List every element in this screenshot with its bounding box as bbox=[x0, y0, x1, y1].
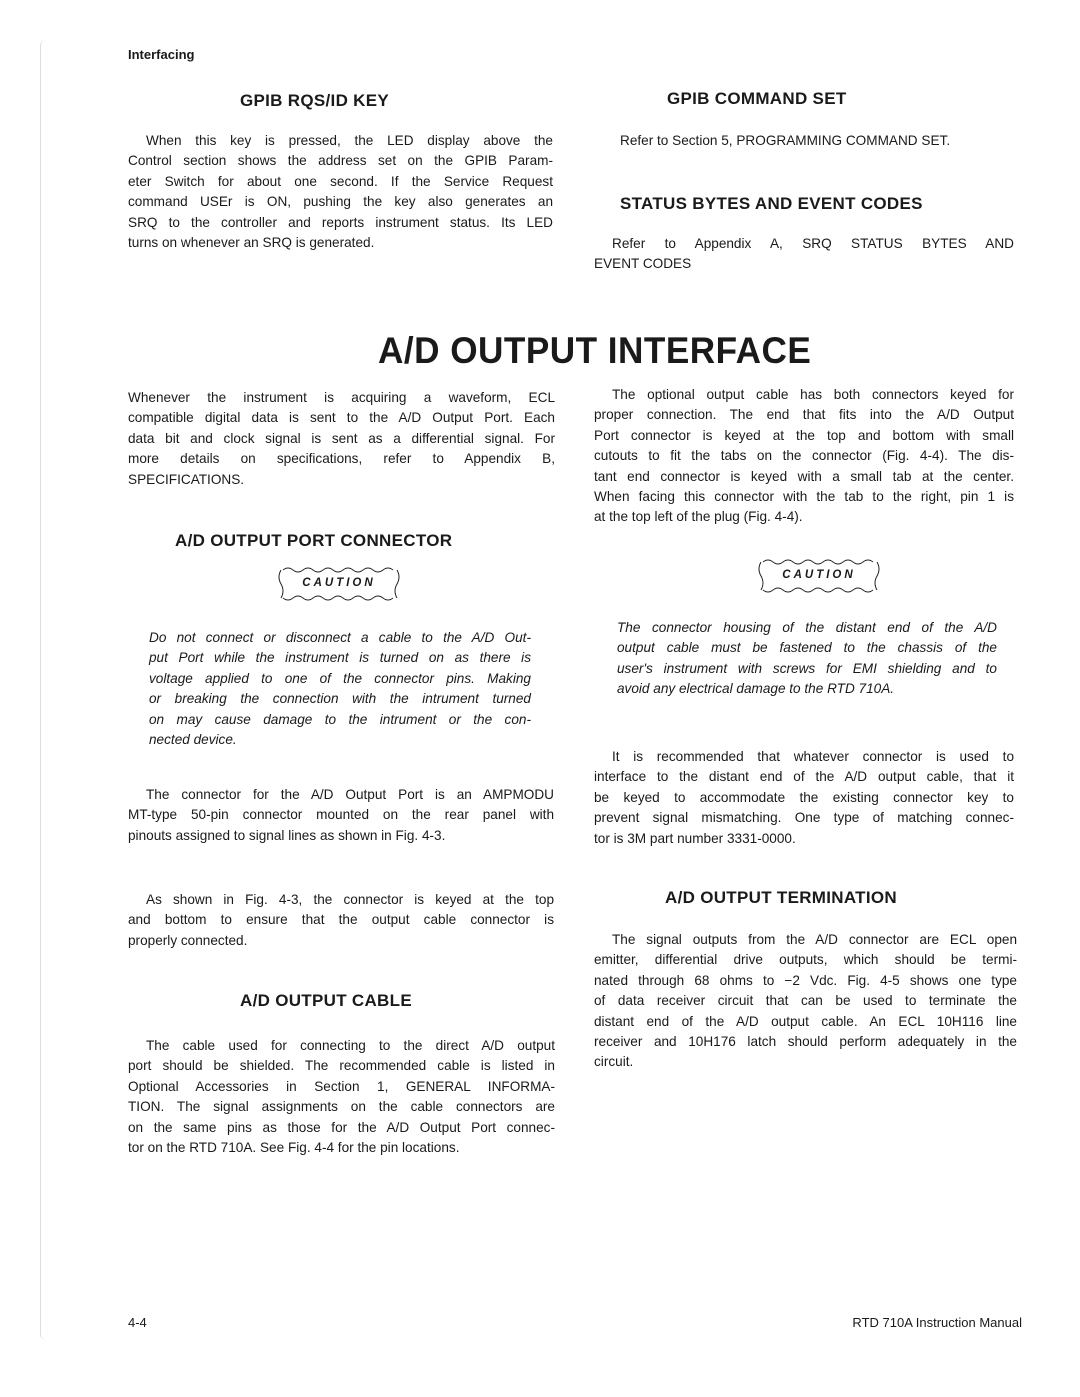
text-line: data bit and clock signal is sent as a differential signal. For bbox=[128, 430, 555, 446]
text-line: command USEr is ON, pushing the key also generates an bbox=[128, 194, 553, 210]
text-line: emitter, differential drive outputs, which should be termi- bbox=[594, 952, 1017, 968]
caution-badge-right bbox=[757, 558, 881, 594]
text-line: voltage applied to one of the connector pins. Making bbox=[149, 670, 531, 686]
text-line: properly connected. bbox=[128, 932, 248, 948]
text-line: receiver and 10H176 latch should perform adequately in the bbox=[594, 1034, 1017, 1050]
text-line: The optional output cable has both connectors keyed for bbox=[612, 387, 1014, 402]
text-line: Do not connect or disconnect a cable to the A/D Out- bbox=[149, 630, 531, 645]
para-termination bbox=[594, 930, 1017, 1073]
text-line: on may cause damage to the intrument or the con- bbox=[149, 711, 531, 727]
text-line: Refer to Appendix A, SRQ STATUS BYTES AND bbox=[612, 236, 1014, 251]
text-line: interface to the distant end of the A/D output cable, that it bbox=[594, 769, 1014, 785]
text-line: and bottom to ensure that the output cable connector is bbox=[128, 912, 554, 928]
text-line: put Port while the instrument is turned on as there is bbox=[149, 650, 531, 666]
text-line: on the same pins as those for the A/D Output Port connec- bbox=[128, 1119, 555, 1135]
para-gpib-command-set bbox=[620, 131, 950, 151]
text-line: compatible digital data is sent to the A/D Output Port. Each bbox=[128, 410, 555, 426]
text-line: As shown in Fig. 4-3, the connector is keyed at the top bbox=[146, 892, 554, 907]
text-line: eter Switch for about one second. If the Service Request bbox=[128, 173, 553, 189]
text-line: Whenever the instrument is acquiring a waveform, ECL bbox=[128, 390, 555, 405]
text-line: SRQ to the controller and reports instrument status. Its LED bbox=[128, 214, 553, 230]
text-line: Control section shows the address set on the GPIB Param- bbox=[128, 153, 553, 169]
text-line: be keyed to accommodate the existing connector key to bbox=[594, 789, 1014, 805]
text-line: tor on the RTD 710A. See Fig. 4-4 for the pin locations. bbox=[128, 1140, 460, 1156]
para-status-bytes bbox=[594, 234, 1014, 275]
heading-cable: A/D OUTPUT CABLE bbox=[240, 991, 412, 1010]
text-line: tor is 3M part number 3331-0000. bbox=[594, 830, 796, 846]
heading-status-bytes: STATUS BYTES AND EVENT CODES bbox=[620, 194, 923, 213]
page-title: A/D OUTPUT INTERFACE bbox=[378, 330, 812, 371]
heading-gpib-command-set: GPIB COMMAND SET bbox=[667, 89, 847, 108]
para-cable bbox=[128, 1036, 555, 1158]
text-line: When this key is pressed, the LED display above the bbox=[146, 133, 553, 148]
text-line: user's instrument with screws for EMI shielding and to bbox=[617, 660, 997, 676]
para-connector-left bbox=[128, 785, 554, 846]
para-intro-left bbox=[128, 388, 555, 490]
caution-label: CAUTION bbox=[782, 569, 856, 581]
text-line: EVENT CODES bbox=[594, 256, 692, 272]
text-line: cutouts to fit the tabs on the connector (Fig. 4-4). The dis- bbox=[594, 448, 1014, 464]
text-line: port should be shielded. The recommended cable is listed in bbox=[128, 1058, 555, 1074]
text-line: at the top left of the plug (Fig. 4-4). bbox=[594, 509, 803, 525]
text-line: turns on whenever an SRQ is generated. bbox=[128, 235, 375, 251]
text-line: output cable must be fastened to the chassis of the bbox=[617, 640, 997, 656]
text-line: When facing this connector with the tab to the right, pin 1 is bbox=[594, 489, 1014, 505]
text-line: or breaking the connection with the intrument turned bbox=[149, 691, 531, 707]
caution-label: CAUTION bbox=[302, 577, 376, 589]
text-line: nected device. bbox=[149, 732, 237, 748]
heading-termination: A/D OUTPUT TERMINATION bbox=[665, 888, 897, 907]
text-line: Optional Accessories in Section 1, GENERAL INFORMA- bbox=[128, 1078, 555, 1094]
text-line: It is recommended that whatever connector is used to bbox=[612, 749, 1014, 764]
text-line: more details on specifications, refer to Appendix B, bbox=[128, 451, 555, 467]
text-line: Port connector is keyed at the top and bottom with small bbox=[594, 427, 1014, 443]
text-line: The connector housing of the distant end of the A/D bbox=[617, 620, 997, 635]
text-line: avoid any electrical damage to the RTD 710A. bbox=[617, 681, 895, 697]
caution-text-right bbox=[617, 618, 997, 700]
caution-badge-left bbox=[277, 566, 401, 602]
text-line: MT-type 50-pin connector mounted on the rear panel with bbox=[128, 807, 554, 823]
text-line: prevent signal mismatching. One type of matching connec- bbox=[594, 810, 1014, 826]
binding-edge bbox=[40, 40, 63, 1340]
para-gpib-rqs bbox=[128, 131, 553, 253]
page-number: 4-4 bbox=[128, 1315, 147, 1330]
heading-gpib-rqs: GPIB RQS/ID KEY bbox=[240, 91, 390, 110]
text-line: proper connection. The end that fits into the A/D Output bbox=[594, 407, 1014, 423]
text-line: circuit. bbox=[594, 1054, 634, 1070]
text-line: distant end of the A/D output cable. An ECL 10H116 line bbox=[594, 1013, 1017, 1029]
running-header: Interfacing bbox=[128, 47, 195, 62]
text-line: pinouts assigned to signal lines as shown in Fig. 4-3. bbox=[128, 827, 446, 843]
para-intro-right bbox=[594, 385, 1014, 528]
text-line: tant end connector is keyed with a small tab at the center. bbox=[594, 468, 1014, 484]
text-line: of data receiver circuit that can be used to terminate the bbox=[594, 993, 1017, 1009]
para-keyed-left bbox=[128, 890, 554, 951]
heading-port-connector: A/D OUTPUT PORT CONNECTOR bbox=[175, 531, 453, 550]
text-line: The connector for the A/D Output Port is an AMPMODU bbox=[146, 787, 554, 802]
text-line: Refer to Section 5, PROGRAMMING COMMAND SET. bbox=[620, 133, 951, 148]
text-line: nated through 68 ohms to −2 Vdc. Fig. 4-5 shows one type bbox=[594, 972, 1017, 988]
caution-text-left bbox=[149, 628, 531, 750]
text-line: TION. The signal assignments on the cable connectors are bbox=[128, 1099, 555, 1115]
manual-title: RTD 710A Instruction Manual bbox=[852, 1315, 1022, 1330]
text-line: The cable used for connecting to the direct A/D output bbox=[146, 1038, 555, 1053]
para-connector-right bbox=[594, 747, 1014, 849]
text-line: The signal outputs from the A/D connector are ECL open bbox=[612, 932, 1017, 947]
text-line: SPECIFICATIONS. bbox=[128, 471, 245, 487]
